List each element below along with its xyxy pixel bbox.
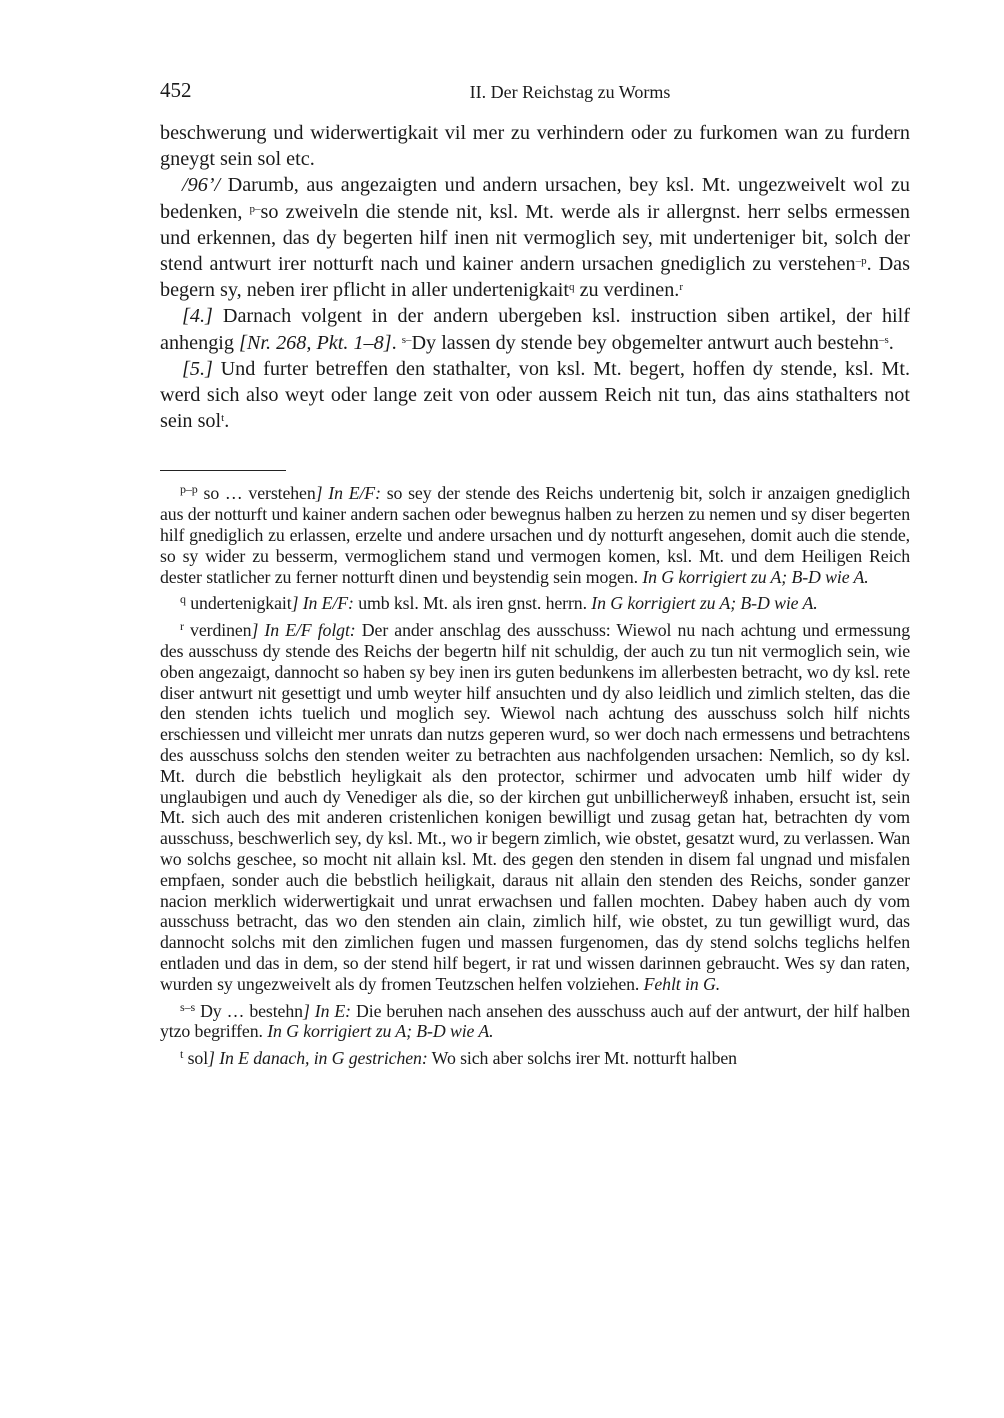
footnote-mark-p-open: p– <box>249 202 261 215</box>
section-number: [4.] <box>182 305 213 328</box>
document-page <box>160 78 910 1073</box>
running-title: II. Der Reichstag zu Worms <box>469 82 671 102</box>
footnote-s: $^{s-s}$ Dy … bestehn] In E: Die beruhen nach ansehen des ausschuss auch auf der antwurt, der hilf halben ytzo begriffen. In G korrigiert zu A; B-D wie A. <box>160 999 910 1042</box>
section-number: [5.] <box>182 357 213 380</box>
footnote-p: $^{p-p}$ so … verstehen] In E/F: so sey der stende des Reichs undertenig bit, solch ir anzaigen gnediglich aus der notturft und kainer andern sachen oder bewegnus halben zu herzen zu nemen und sy diser begerten hilf gnediglich zu erlassen, erzelte und andere ursachen und dy notturft angesehen, domit auch die stende, so sy wider zu besserm, vermoglichem stand und vermogen komen, ksl. Mt. und dem Heiligen Reich dester statlicher zu ferner notturft dinen und beystendig sein mogen. In G korrigiert zu A; B-D wie A. <box>160 482 911 587</box>
footnote-q: $^q$ undertenigkait] In E/F: umb ksl. Mt. als iren gnst. herrn. In G korrigiert zu A; B-D wie A. <box>180 592 818 614</box>
footnote-mark-p-close: –p <box>855 255 867 268</box>
footnote-mark-t: t <box>221 412 225 425</box>
footnote-r: $^r$ verdinen] In E/F folgt: Der ander anschlag des ausschuss: Wiewol nu nach achtung und ermessung des ausschuss dy stende des Reichs der begertn hilf nit schuldig, der auch zu tun nit vermoglich sein, wie oben angezaigt, dannocht so haben sy bey inen irs guten bedunkens im allerbesten betracht, wo dy ksl. rete diser antwurt nit gesettigt und umb weyter hilf ansuchten und dy also leidlich und zimlich stelten, das die den stenden ichts tuelich und moglich sey. Wiewol nach achtung des ausschuss solch hilf nichts erschiessen und villeicht mer unrats dan nutzs geperen wurd, so wer doch nach ermessens und betrachtens des ausschuss solchs den stenden weiter zu betrachten aus nachfolgenden ursachen: Nemlich, so dy ksl. Mt. durch die bebstlich heyligkait als den protector, schirmer und advocaten umb hilf wider dy unglaubigen und auch dy Venediger als die, so der kirchen gut unbillicherweyß inhaben, ersucht ist, sein Mt. sich auch des mit anderen cristenlichen konigen bewilligt und zusag getan hat, betrachten dy vom ausschuss, beschwerlich sey, dy ksl. Mt., wo ir begern zimlich, wie obstet, gesatzt wurd, zu verlassen. Wan wo solchs geschee, so mocht nit allain ksl. Mt. des gegen den stenden in disem fal ungnad und misfalen empfaen, sonder auch die bebstlich heiligkait, daraus nit allain den stenden des Reichs, sonder ganzer nacion merklich widerwertigkait und unrat erwachsen und fallen mochten. Dabey haben auch dy vom ausschuss betracht, das wo den stenden ain clain, zimlich hilf, wie obstet, zu tun gewilligt wurd, das dannocht solchs mit den zimlichen fugen und massen furgenomen, das dy stend solchs teglichs helfen entladen und das in dem, so der stend hilf begert, ir rat und wissen darinnen gebraucht. Wes sy dan raten, wurden sy ungezweivelt als dy fromen Teutzschen helfen volziehen. Fehlt in G. <box>160 619 910 994</box>
footnote-mark-q: q <box>569 281 575 294</box>
footnote-mark-s-close: –s <box>879 333 889 346</box>
paragraph-3: [4.] Darnach volgent in der andern ubergeben ksl. instruction siben artikel, der hilf anhengig [Nr. 268, Pkt. 1–8]. $^{s-}$Dy lassen dy stende bey obgemelter antwurt auch bestehn$^{-s}$. <box>160 305 910 354</box>
paragraph-1: beschwerung und widerwertigkait vil mer zu verhindern oder zu furkomen wan zu furdern gneygt sein sol etc. <box>160 122 910 171</box>
cross-reference: [Nr. 268, Pkt. 1–8] <box>239 331 392 354</box>
footnote-mark-s-open: s– <box>401 333 412 346</box>
paragraph-2: /96’/ Darumb, aus angezaigten und andern ursachen, bey ksl. Mt. ungezweivelt wol zu bedenken, $^{p-}$so zweiveln die stende nit, ksl. Mt. werde als ir allergnst. herr selbs ermessen und erkennen, das dy begerten hilf inen nit vermoglich sey, mit underteniger bit, solch der stend antwurt irer notturft nach und kainer andern ursachen gnediglich zu verstehen$^{-p}$. Das begern sy, neben irer pflicht in aller undertenigkait$^q$ zu verdinen.$^r$ <box>160 174 910 302</box>
paragraph-4: [5.] Und furter betreffen den stathalter, von ksl. Mt. begert, hoffen dy stende, ksl. Mt. werd sich also weyt oder lange zeit von oder aussem Reich nit tun, das ains stathalters not sein sol$^t$. <box>160 357 910 433</box>
folio-marker: /96’/ <box>182 174 221 197</box>
footnote-mark-r: r <box>679 281 684 294</box>
footnote-separator <box>160 470 286 471</box>
page-number: 452 <box>160 78 192 102</box>
main-text <box>160 120 910 434</box>
page-header <box>160 78 910 108</box>
footnotes <box>160 483 910 1069</box>
footnote-t: $^t$ sol] In E danach, in G gestrichen: Wo sich aber solchs irer Mt. notturft halben <box>180 1047 737 1069</box>
